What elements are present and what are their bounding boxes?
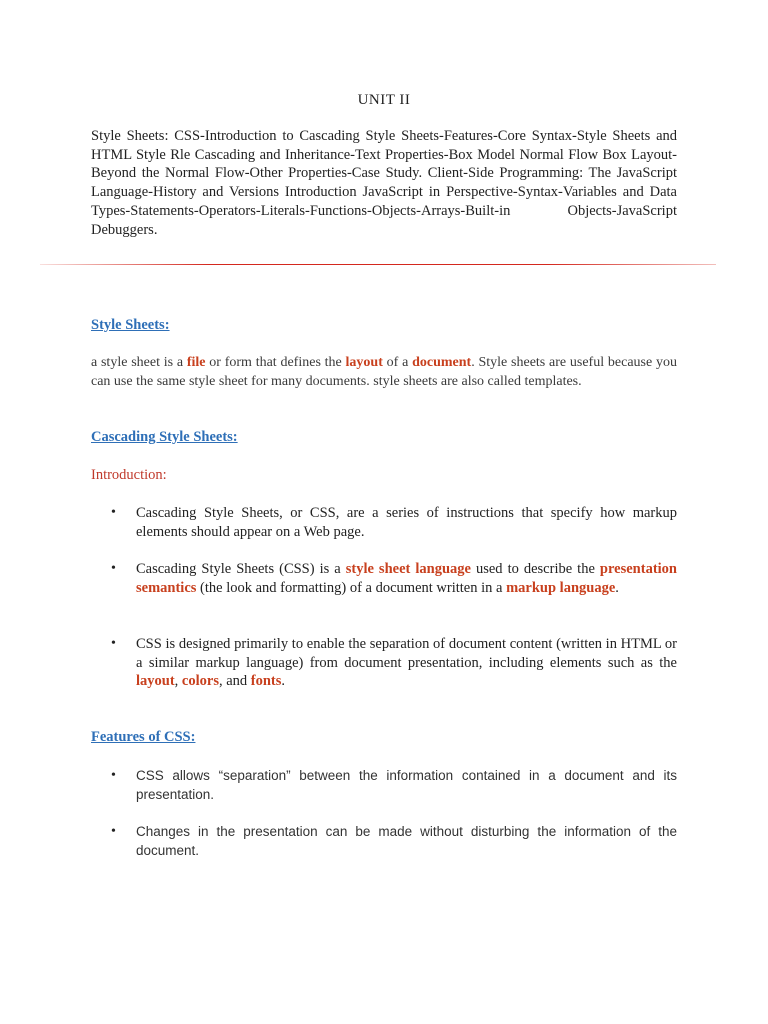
keyword-style-sheet-language[interactable]: style sheet language — [345, 561, 471, 577]
introduction-label: Introduction: — [91, 467, 167, 483]
list-item: • Cascading Style Sheets, or CSS, are a series of instructions that specify how markup elements should appear on a Web page. — [111, 505, 677, 540]
keyword-colors[interactable]: colors — [181, 673, 219, 690]
keyword-presentation-semantics[interactable]: presentation semantics — [136, 561, 677, 596]
keyword-markup-language[interactable]: markup language — [506, 579, 616, 596]
syllabus-paragraph: Style Sheets: CSS-Introduction to Cascading Style Sheets-Features-Core Syntax-Style Sheets and HTML Style Rle Cascading and Inheritance-Text Properties-Box Model Normal Flow Box Layout-Beyond the Normal Flow-Other Properties-Case Study. Client-Side Programming: The JavaScript Language-History and Versions Introduction JavaScript in Perspective-Syntax-Variables and Data Types-Statements-Operators-Literals-Functions-Objects-Arrays-Built-in Objects-JavaScript Debuggers. — [91, 128, 677, 238]
bullet-icon: • — [111, 561, 116, 576]
bullet-icon: • — [111, 636, 116, 651]
keyword-layout[interactable]: layout — [136, 673, 175, 690]
list-item: • CSS allows “separation” between the information contained in a document and its presentation. — [111, 768, 677, 802]
list-item: • CSS is designed primarily to enable the separation of document content (written in HTML or a similar markup language) from document presentation, including elements such as the layout, colors, and fonts. — [111, 636, 677, 690]
heading-style-sheets: Style Sheets: — [91, 317, 170, 333]
section-divider — [40, 264, 716, 265]
heading-cascading-style-sheets: Cascading Style Sheets: — [91, 429, 238, 445]
bullet-icon: • — [111, 768, 116, 783]
list-item: • Changes in the presentation can be made without disturbing the information of the document. — [111, 824, 677, 858]
keyword-file[interactable]: file — [186, 355, 206, 370]
keyword-document[interactable]: document — [412, 355, 472, 370]
heading-features-of-css: Features of CSS: — [91, 729, 196, 745]
keyword-fonts[interactable]: fonts — [250, 673, 282, 690]
bullet-icon: • — [111, 505, 116, 520]
keyword-layout[interactable]: layout — [345, 355, 383, 370]
unit-title: UNIT II — [357, 92, 411, 108]
bullet-icon: • — [111, 824, 116, 839]
style-sheets-paragraph: a style sheet is a file or form that defines the layout of a document. Style sheets are useful because you can use the same style sheet for many documents. style sheets are also called templates. — [91, 355, 677, 389]
list-item: • Cascading Style Sheets (CSS) is a style sheet language used to describe the presentation semantics (the look and formatting) of a document written in a markup language. — [111, 561, 677, 596]
